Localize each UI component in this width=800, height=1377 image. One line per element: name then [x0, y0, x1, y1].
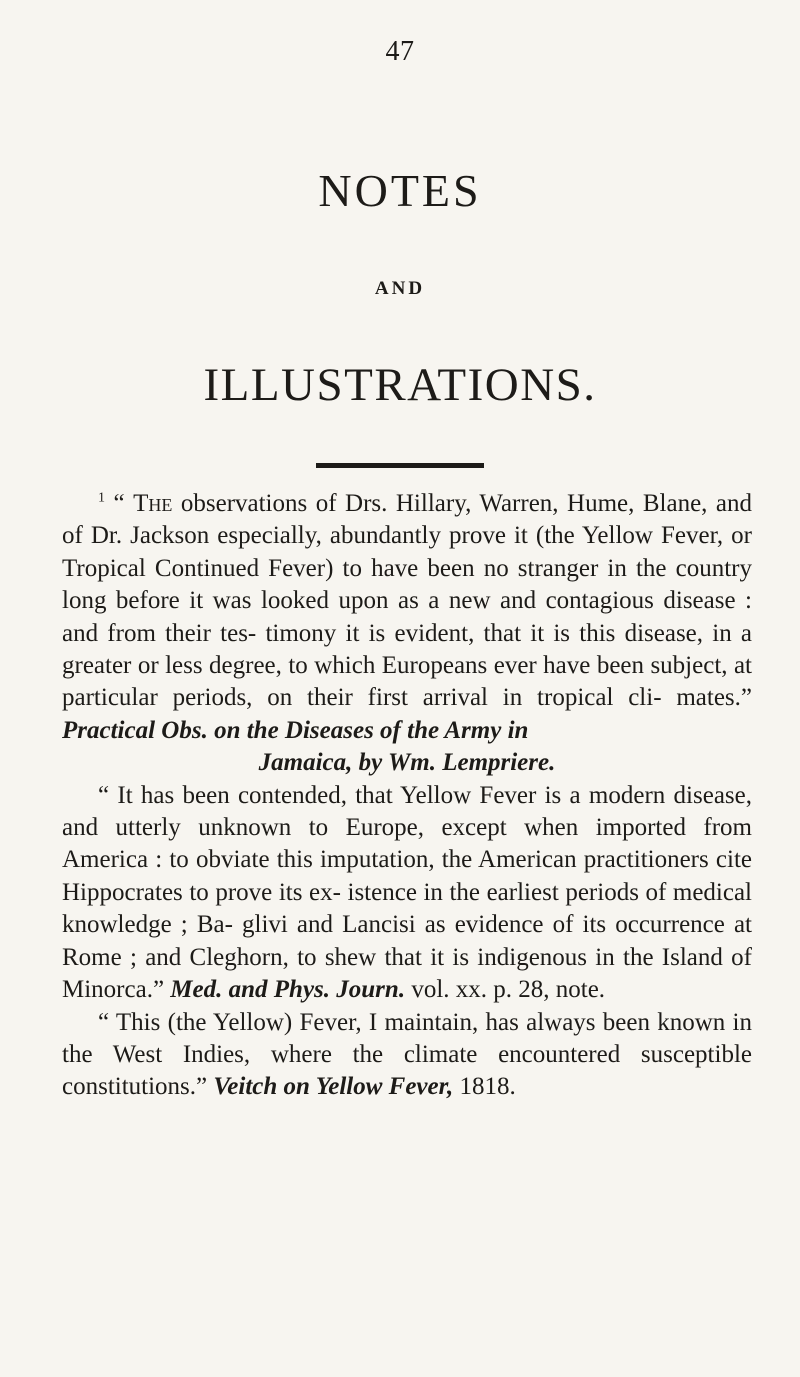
citation-tail: 1818.	[453, 1073, 516, 1101]
paragraph-text: observations of Drs. Hillary, Warren, Hume, Blane, and of Dr. Jackson especially, abundantly prove it (the Yellow Fever, or Tropical Continued Fever) to have been no stranger in the country long before it was looked upon as a new and contagious disease : and from their tes- timony it is evident, that it is this disease, in a greater or less degree, to which Europeans ever have been subject, at particular periods, on their first arrival in tropical cli- mates.”	[62, 490, 753, 712]
citation: Veitch on Yellow Fever,	[213, 1073, 454, 1101]
paragraph-text: “ It has been contended, that Yellow Fever is a modern disease, and utterly unknown to Europe, except when imported from America : to obviate this imputation, the American practitioners cite Hippocrates to prove its ex- istence in the earliest periods of medical knowledge ; Ba- glivi and Lancisi as evidence of its occurrence at Rome ; and Cleghorn, to shew that it is indigenous in the Island of Minorca.”	[62, 781, 752, 1004]
note-paragraph-2	[62, 780, 752, 1007]
citation: Med. and Phys. Journ.	[170, 976, 406, 1004]
section-rule	[316, 463, 484, 468]
lead-word: The	[133, 490, 173, 517]
title-illustrations: ILLUSTRATIONS.	[203, 359, 597, 411]
citation-tail: vol. xx. p. 28, note.	[405, 976, 606, 1004]
notes-body	[62, 488, 752, 1104]
citation: Practical Obs. on the Diseases of the Army in	[62, 716, 529, 744]
title-and: AND	[374, 278, 426, 299]
note-paragraph-1	[62, 488, 752, 780]
open-quote: “	[113, 490, 125, 517]
citation-continued: Jamaica, by Wm. Lempriere.	[258, 749, 556, 777]
note-paragraph-3	[62, 1007, 752, 1104]
title-notes: NOTES	[318, 165, 482, 216]
paragraph-text: “ This (the Yellow) Fever, I maintain, has always been known in the West Indies, where the climate encountered susceptible constitutions.”	[62, 1008, 752, 1101]
page-number: 47	[385, 36, 415, 67]
footnote-marker: 1	[98, 490, 105, 506]
